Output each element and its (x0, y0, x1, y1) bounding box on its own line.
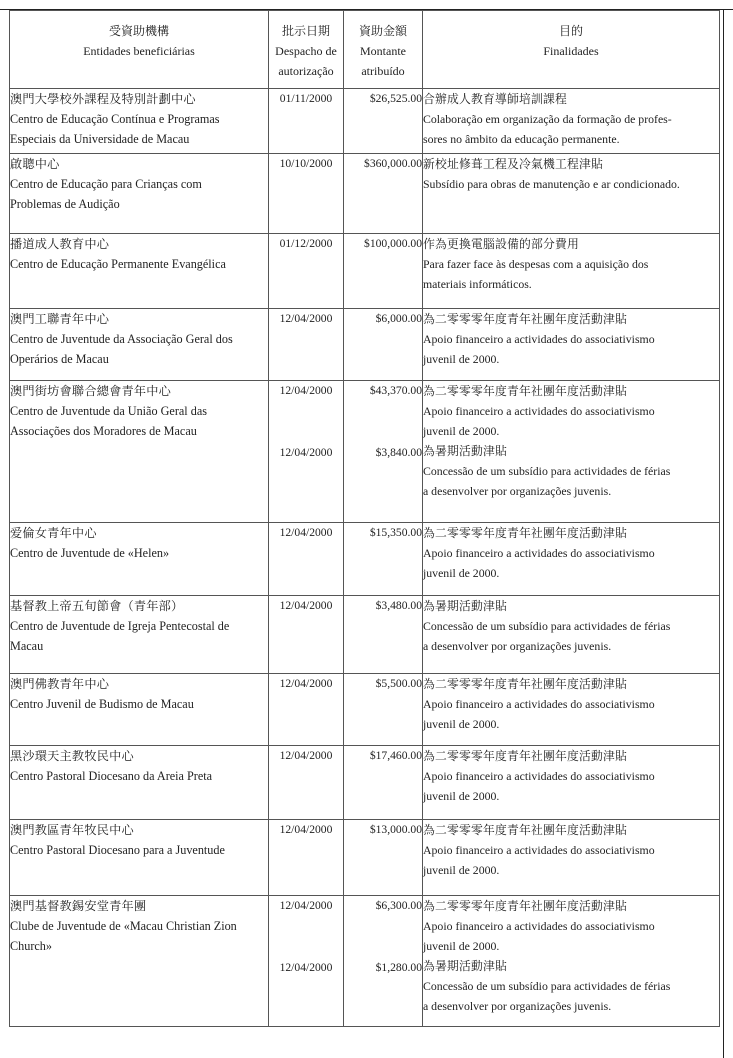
organisation-name-pt: Especiais da Universidade de Macau (10, 132, 190, 146)
grant-date: 12/04/2000 (279, 961, 333, 974)
grant-amount: $3,480.00 (375, 599, 422, 612)
purpose-pt: a desenvolver por organizações juvenis. (423, 639, 612, 653)
grant-purpose-block (423, 523, 719, 583)
grant-date-block (269, 896, 343, 956)
right-rule (723, 10, 724, 1058)
amount-cell (344, 746, 423, 820)
grant-amount-block (344, 154, 422, 214)
grant-amount-block (344, 596, 422, 656)
grant-date-block (269, 820, 343, 880)
purpose-cell (423, 596, 720, 674)
purpose-pt: Subsídio para obras de manutenção e ar condicionado. (423, 177, 680, 191)
grant-date-block (269, 596, 343, 656)
grant-date: 01/11/2000 (279, 92, 333, 105)
table-row (10, 154, 720, 234)
organisation-name-pt: Centro de Juventude da Associação Geral dos (10, 332, 233, 346)
purpose-pt: juvenil de 2000. (423, 566, 500, 580)
purpose-zh: 為二零零零年度青年社團年度活動津貼 (423, 312, 627, 326)
purpose-pt: Apoio financeiro a actividades do associativismo (423, 697, 655, 711)
grant-amount: $6,000.00 (375, 312, 422, 325)
organisation-name-pt: Centro de Educação para Crianças com (10, 177, 202, 191)
date-cell (269, 523, 344, 596)
purpose-zh: 為二零零零年度青年社團年度活動津貼 (423, 384, 627, 398)
grant-amount-block (344, 443, 422, 503)
organisation-name-zh: 澳門基督教錫安堂青年團 (10, 899, 147, 913)
grant-date-block (269, 443, 343, 503)
grant-date-block (269, 89, 343, 149)
header-amount-pt2: atribuído (361, 64, 405, 78)
date-cell (269, 674, 344, 746)
grant-date: 10/10/2000 (279, 157, 333, 170)
organisation-name-pt: Operários de Macau (10, 352, 109, 366)
grant-amount-block (344, 381, 422, 441)
grant-date-block (269, 154, 343, 214)
purpose-pt: Colaboração em organização da formação de profes- (423, 112, 672, 126)
amount-cell (344, 89, 423, 154)
purpose-cell (423, 896, 720, 1027)
organisation-cell (10, 154, 269, 234)
organisation-name-pt: Clube de Juventude de «Macau Christian Zion (10, 919, 237, 933)
header-purpose-zh: 目的 (558, 24, 583, 38)
header-date-zh: 批示日期 (281, 24, 330, 38)
organisation-cell (10, 381, 269, 523)
purpose-cell (423, 381, 720, 523)
purpose-pt: Concessão de um subsídio para actividades de férias (423, 464, 671, 478)
date-cell (269, 154, 344, 234)
organisation-name-zh: 爱倫女青年中心 (10, 526, 97, 540)
header-amount-pt1: Montante (360, 44, 406, 58)
amount-cell (344, 820, 423, 896)
header-amount (344, 11, 423, 89)
grant-amount-block (344, 958, 422, 1018)
organisation-name-pt: Macau (10, 639, 44, 653)
header-org-zh: 受資助機構 (108, 24, 169, 38)
table-row (10, 596, 720, 674)
grant-date-block (269, 746, 343, 806)
organisation-cell (10, 309, 269, 381)
purpose-zh: 為暑期活動津貼 (423, 444, 507, 458)
organisation-name-zh: 澳門佛教青年中心 (10, 677, 110, 691)
organisation-name-pt: Centro de Juventude da União Geral das (10, 404, 207, 418)
grant-date: 12/04/2000 (279, 526, 333, 539)
grant-purpose-block (423, 956, 719, 1016)
grant-amount-block (344, 234, 422, 294)
top-rule (0, 0, 733, 10)
purpose-pt: Apoio financeiro a actividades do associativismo (423, 404, 655, 418)
organisation-name-zh: 基督教上帝五旬節會（青年部） (10, 599, 184, 613)
purpose-pt: juvenil de 2000. (423, 352, 500, 366)
purpose-zh: 為暑期活動津貼 (423, 959, 507, 973)
grant-date-block (269, 309, 343, 369)
grant-purpose-block (423, 596, 719, 656)
grant-date: 12/04/2000 (279, 677, 333, 690)
purpose-pt: juvenil de 2000. (423, 863, 500, 877)
amount-cell (344, 896, 423, 1027)
grant-amount: $360,000.00 (364, 157, 422, 170)
grant-date-block (269, 958, 343, 1018)
date-cell (269, 896, 344, 1027)
header-org-pt: Entidades beneficiárias (83, 44, 195, 58)
grant-date: 12/04/2000 (279, 384, 333, 397)
amount-cell (344, 309, 423, 381)
table-row (10, 896, 720, 1027)
purpose-pt: juvenil de 2000. (423, 424, 500, 438)
purpose-zh: 為二零零零年度青年社團年度活動津貼 (423, 899, 627, 913)
purpose-zh: 作為更換電腦設備的部分費用 (423, 237, 579, 251)
grant-date-block (269, 381, 343, 441)
grant-date-block (269, 674, 343, 734)
organisation-cell (10, 896, 269, 1027)
organisation-cell (10, 820, 269, 896)
purpose-pt: juvenil de 2000. (423, 789, 500, 803)
grant-amount-block (344, 523, 422, 583)
date-cell (269, 234, 344, 309)
date-cell (269, 381, 344, 523)
purpose-zh: 為暑期活動津貼 (423, 599, 507, 613)
header-organisation (10, 11, 269, 89)
grant-date: 12/04/2000 (279, 899, 333, 912)
grant-amount-block (344, 309, 422, 369)
purpose-cell (423, 309, 720, 381)
organisation-name-zh: 澳門工聯青年中心 (10, 312, 110, 326)
purpose-pt: sores no âmbito da educação permanente. (423, 132, 620, 146)
organisation-name-pt: Centro Pastoral Diocesano para a Juventude (10, 843, 225, 857)
grant-purpose-block (423, 674, 719, 734)
organisation-name-zh: 黑沙環天主教牧民中心 (10, 749, 134, 763)
organisation-cell (10, 746, 269, 820)
amount-cell (344, 234, 423, 309)
table-row (10, 820, 720, 896)
grant-amount-block (344, 746, 422, 806)
purpose-cell (423, 674, 720, 746)
date-cell (269, 309, 344, 381)
grant-date: 01/12/2000 (279, 237, 333, 250)
table-row (10, 381, 720, 523)
organisation-name-zh: 播道成人教育中心 (10, 237, 110, 251)
amount-cell (344, 154, 423, 234)
purpose-zh: 合辦成人教育導師培訓課程 (423, 92, 567, 106)
purpose-zh: 為二零零零年度青年社團年度活動津貼 (423, 749, 627, 763)
grant-amount-block (344, 674, 422, 734)
grant-date: 12/04/2000 (279, 823, 333, 836)
grant-amount: $1,280.00 (375, 961, 422, 974)
date-cell (269, 820, 344, 896)
grant-amount-block (344, 820, 422, 880)
grant-amount: $13,000.00 (369, 823, 422, 836)
organisation-cell (10, 523, 269, 596)
organisation-name-zh: 澳門大學校外課程及特別計劃中心 (10, 92, 196, 106)
grant-purpose-block (423, 381, 719, 441)
header-purpose (423, 11, 720, 89)
grant-purpose-block (423, 89, 719, 149)
grant-purpose-block (423, 746, 719, 806)
purpose-cell (423, 154, 720, 234)
purpose-cell (423, 89, 720, 154)
purpose-pt: Apoio financeiro a actividades do associativismo (423, 546, 655, 560)
organisation-name-pt: Centro de Juventude de Igreja Pentecostal de (10, 619, 230, 633)
purpose-cell (423, 746, 720, 820)
header-date (269, 11, 344, 89)
table-row (10, 523, 720, 596)
grant-amount-block (344, 896, 422, 956)
organisation-name-zh: 澳門街坊會聯合總會青年中心 (10, 384, 172, 398)
table-row (10, 746, 720, 820)
grant-date: 12/04/2000 (279, 749, 333, 762)
grant-purpose-block (423, 234, 719, 294)
organisation-name-pt: Problemas de Audição (10, 197, 120, 211)
organisation-cell (10, 674, 269, 746)
organisation-name-pt: Centro Pastoral Diocesano da Areia Preta (10, 769, 213, 783)
grants-table (9, 10, 720, 1027)
table-row (10, 674, 720, 746)
grant-date: 12/04/2000 (279, 312, 333, 325)
date-cell (269, 596, 344, 674)
table-body (10, 89, 720, 1027)
organisation-name-zh: 澳門教區青年牧民中心 (10, 823, 134, 837)
organisation-name-pt: Associações dos Moradores de Macau (10, 424, 197, 438)
header-date-pt2: autorização (278, 64, 334, 78)
organisation-name-pt: Centro de Juventude de «Helen» (10, 546, 170, 560)
purpose-zh: 為二零零零年度青年社團年度活動津貼 (423, 526, 627, 540)
organisation-name-pt: Church» (10, 939, 52, 953)
purpose-zh: 新校址修葺工程及冷氣機工程津貼 (423, 157, 603, 171)
purpose-pt: Apoio financeiro a actividades do associativismo (423, 843, 655, 857)
grant-amount-block (344, 89, 422, 149)
table-row (10, 234, 720, 309)
purpose-pt: Apoio financeiro a actividades do associativismo (423, 332, 655, 346)
organisation-name-pt: Centro Juvenil de Budismo de Macau (10, 697, 194, 711)
grant-amount: $100,000.00 (364, 237, 422, 250)
grant-amount: $5,500.00 (375, 677, 422, 690)
organisation-name-pt: Centro de Educação Contínua e Programas (10, 112, 220, 126)
purpose-cell (423, 523, 720, 596)
date-cell (269, 89, 344, 154)
date-cell (269, 746, 344, 820)
amount-cell (344, 523, 423, 596)
grant-amount: $17,460.00 (369, 749, 422, 762)
organisation-name-zh: 啟聰中心 (10, 157, 60, 171)
header-purpose-pt: Finalidades (543, 44, 599, 58)
purpose-pt: Concessão de um subsídio para actividades de férias (423, 979, 671, 993)
header-date-pt1: Despacho de (275, 44, 337, 58)
grant-purpose-block (423, 820, 719, 880)
purpose-pt: a desenvolver por organizações juvenis. (423, 999, 612, 1013)
grant-date: 12/04/2000 (279, 446, 333, 459)
organisation-cell (10, 234, 269, 309)
table-row (10, 309, 720, 381)
grant-purpose-block (423, 309, 719, 369)
purpose-pt: juvenil de 2000. (423, 717, 500, 731)
organisation-cell (10, 89, 269, 154)
purpose-pt: Apoio financeiro a actividades do associativismo (423, 919, 655, 933)
grant-date-block (269, 234, 343, 294)
grant-amount: $15,350.00 (369, 526, 422, 539)
table-header (10, 11, 720, 89)
organisation-cell (10, 596, 269, 674)
purpose-pt: materiais informáticos. (423, 277, 532, 291)
purpose-pt: juvenil de 2000. (423, 939, 500, 953)
grant-amount: $43,370.00 (369, 384, 422, 397)
grant-date-block (269, 523, 343, 583)
purpose-zh: 為二零零零年度青年社團年度活動津貼 (423, 823, 627, 837)
purpose-pt: a desenvolver por organizações juvenis. (423, 484, 612, 498)
grant-purpose-block (423, 896, 719, 956)
purpose-pt: Concessão de um subsídio para actividades de férias (423, 619, 671, 633)
amount-cell (344, 596, 423, 674)
purpose-zh: 為二零零零年度青年社團年度活動津貼 (423, 677, 627, 691)
header-amount-zh: 資助金額 (358, 24, 407, 38)
grant-amount: $26,525.00 (369, 92, 422, 105)
organisation-name-pt: Centro de Educação Permanente Evangélica (10, 257, 226, 271)
purpose-pt: Apoio financeiro a actividades do associativismo (423, 769, 655, 783)
grant-amount: $3,840.00 (375, 446, 422, 459)
amount-cell (344, 381, 423, 523)
grant-date: 12/04/2000 (279, 599, 333, 612)
purpose-pt: Para fazer face às despesas com a aquisição dos (423, 257, 649, 271)
amount-cell (344, 674, 423, 746)
grant-amount: $6,300.00 (375, 899, 422, 912)
table-row (10, 89, 720, 154)
grant-purpose-block (423, 441, 719, 501)
grant-purpose-block (423, 154, 719, 214)
purpose-cell (423, 820, 720, 896)
purpose-cell (423, 234, 720, 309)
